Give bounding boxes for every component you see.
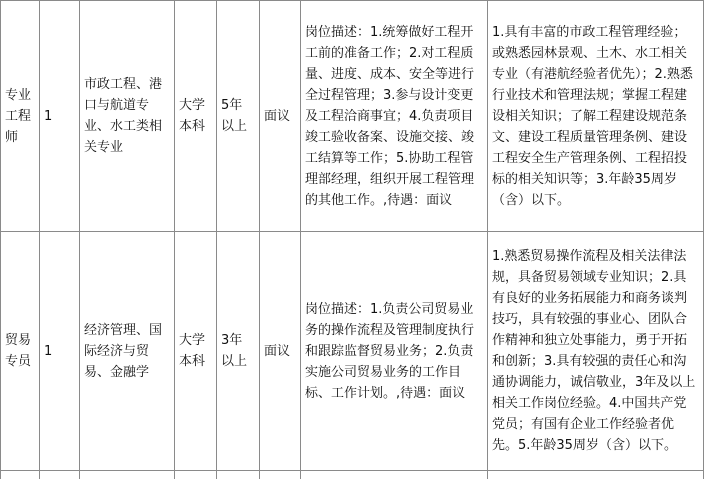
salary-cell: 面议 [260, 1, 301, 232]
job-title-cell: 专业工程师 [1, 1, 40, 232]
headcount-cell: 1 [40, 1, 80, 232]
education-cell: 大学本科 [175, 232, 217, 471]
table-row [1, 1, 704, 232]
requirements-cell: 1.熟悉贸易操作流程及相关法律法规，具备贸易领域专业知识；2.具有良好的业务拓展能力和商务谈判技巧，具有较强的事业心、团队合作精神和独立处事能力，勇于开拓和创新；3.具有较强的责任心和沟通协调能力，诚信敬业，3年及以上相关工作岗位经验。4.中国共产党党员；有国有企业工作经验者优先。5.年龄35周岁（含）以下。 [488, 232, 704, 471]
description-cell: 岗位描述：1.负责公司贸易业务的操作流程及管理制度执行和跟踪监督贸易业务；2.负责实施公司贸易业务的工作目标、工作计划。,待遇：面议 [301, 232, 488, 471]
empty-cell [175, 471, 217, 479]
job-title-cell: 贸易专员 [1, 232, 40, 471]
empty-cell [217, 471, 260, 479]
empty-cell [40, 471, 80, 479]
empty-cell [488, 471, 704, 479]
empty-cell [80, 471, 175, 479]
empty-cell [260, 471, 301, 479]
salary-cell: 面议 [260, 232, 301, 471]
requirements-cell: 1.具有丰富的市政工程管理经验；或熟悉园林景观、土木、水工相关专业（有港航经验者优先）；2.熟悉行业技术和管理法规；掌握工程建设相关知识；了解工程建设规范条文、建设工程质量管理条例、建设工程安全生产管理条例、工程招投标的相关知识等；3.年龄35周岁（含）以下。 [488, 1, 704, 232]
empty-cell [1, 471, 40, 479]
major-cell: 市政工程、港口与航道专业、水工类相关专业 [80, 1, 175, 232]
experience-cell: 3年以上 [217, 232, 260, 471]
table-row [1, 232, 704, 471]
description-cell: 岗位描述：1.统筹做好工程开工前的准备工作；2.对工程质量、进度、成本、安全等进行全过程管理；3.参与设计变更及工程洽商事宜；4.负责项目竣工验收备案、设施交接、竣工结算等工作；5.协助工程管理部经理，组织开展工程管理的其他工作。,待遇：面议 [301, 1, 488, 232]
major-cell: 经济管理、国际经济与贸易、金融学 [80, 232, 175, 471]
table-row-partial [1, 471, 704, 479]
headcount-cell: 1 [40, 232, 80, 471]
experience-cell: 5年以上 [217, 1, 260, 232]
empty-cell [301, 471, 488, 479]
education-cell: 大学本科 [175, 1, 217, 232]
